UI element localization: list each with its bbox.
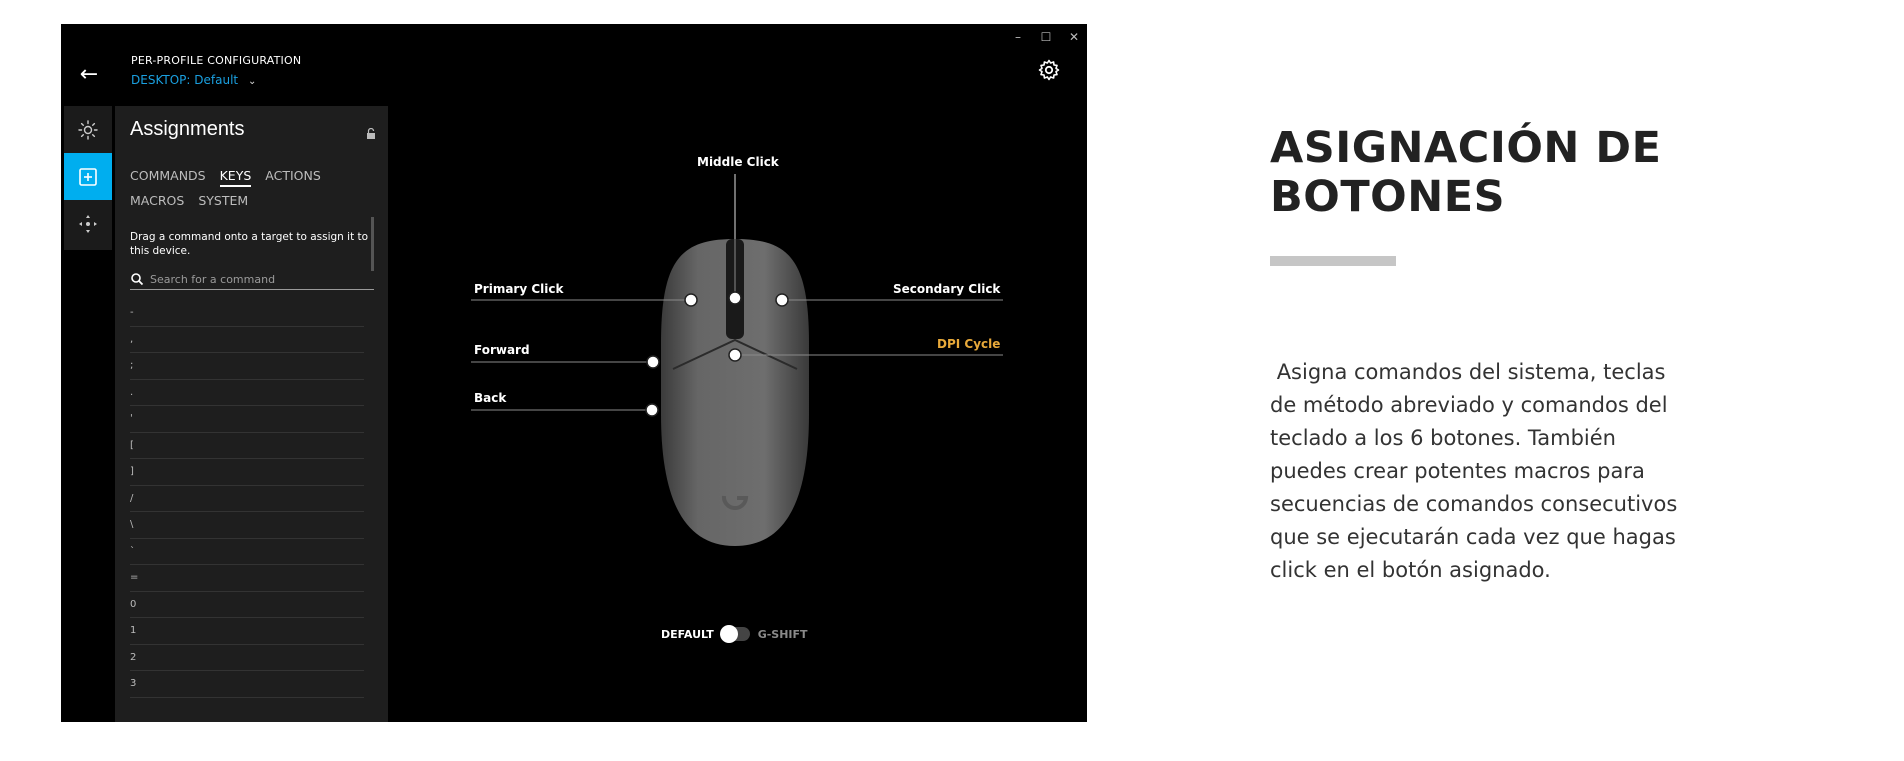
key-item[interactable]: ; (130, 353, 364, 380)
hotspot-middle[interactable] (729, 292, 741, 304)
switch-knob (720, 625, 738, 643)
label-middle-click[interactable]: Middle Click (697, 155, 779, 169)
key-item[interactable]: 0 (130, 592, 364, 619)
profile-prefix: DESKTOP: (131, 73, 191, 87)
label-secondary-click[interactable]: Secondary Click (893, 282, 1001, 296)
key-item[interactable]: ' (130, 406, 364, 433)
key-item[interactable]: ` (130, 539, 364, 566)
title-divider (1270, 256, 1396, 266)
ghub-window (61, 24, 1087, 722)
arrow-left-icon: ← (79, 62, 99, 87)
label-dpi-cycle[interactable]: DPI Cycle (937, 337, 1001, 351)
key-item[interactable]: 2 (130, 645, 364, 672)
chevron-down-icon: ⌄ (247, 76, 257, 87)
hotspot-forward[interactable] (647, 356, 659, 368)
key-item[interactable]: / (130, 486, 364, 513)
key-item[interactable]: - (130, 300, 364, 327)
tab-system[interactable]: SYSTEM (198, 193, 249, 208)
key-item[interactable]: = (130, 565, 364, 592)
label-forward[interactable]: Forward (474, 343, 530, 357)
hotspot-dpi[interactable] (729, 349, 741, 361)
key-item[interactable]: . (130, 380, 364, 407)
key-item[interactable]: 1 (130, 618, 364, 645)
tab-actions[interactable]: ACTIONS (265, 168, 321, 183)
hotspot-back[interactable] (646, 404, 658, 416)
tab-commands[interactable]: COMMANDS (130, 168, 206, 183)
title-line-2: BOTONES (1270, 172, 1506, 222)
section-description: Asigna comandos del sistema, teclas de método abreviado y comandos del teclado a los 6 botones. También puedes crear potentes macros para secuencias de comandos consecutivos que se ejecutarán cada vez que hagas click en el botón asignado. (1270, 360, 1678, 582)
hotspot-secondary[interactable] (776, 294, 788, 306)
gshift-switch[interactable] (722, 627, 750, 641)
maximize-button[interactable]: ☐ (1040, 30, 1052, 44)
mode-toggle (661, 627, 808, 641)
toggle-gshift-label: G-SHIFT (757, 627, 808, 641)
mouse-diagram (61, 24, 1087, 722)
toggle-default-label: DEFAULT (661, 627, 714, 641)
minimize-button[interactable]: – (1015, 30, 1021, 44)
profile-name: Default (194, 73, 239, 87)
panel-title: Assignments (130, 118, 245, 140)
drag-hint: Drag a command onto a target to assign it to this device. (130, 231, 369, 257)
tab-macros[interactable]: MACROS (130, 193, 185, 208)
tab-keys[interactable]: KEYS (220, 168, 252, 187)
label-primary-click[interactable]: Primary Click (474, 282, 564, 296)
key-item[interactable]: \ (130, 512, 364, 539)
key-item[interactable]: [ (130, 433, 364, 460)
section-title (1270, 124, 1770, 222)
label-back[interactable]: Back (474, 391, 507, 405)
close-button[interactable]: ✕ (1068, 30, 1080, 44)
hotspot-primary[interactable] (685, 294, 697, 306)
profile-config-label: PER-PROFILE CONFIGURATION (131, 54, 302, 67)
key-item[interactable]: ] (130, 459, 364, 486)
title-line-1: ASIGNACIÓN DE (1270, 123, 1662, 173)
key-item[interactable]: , (130, 327, 364, 354)
key-item[interactable]: 3 (130, 671, 364, 698)
